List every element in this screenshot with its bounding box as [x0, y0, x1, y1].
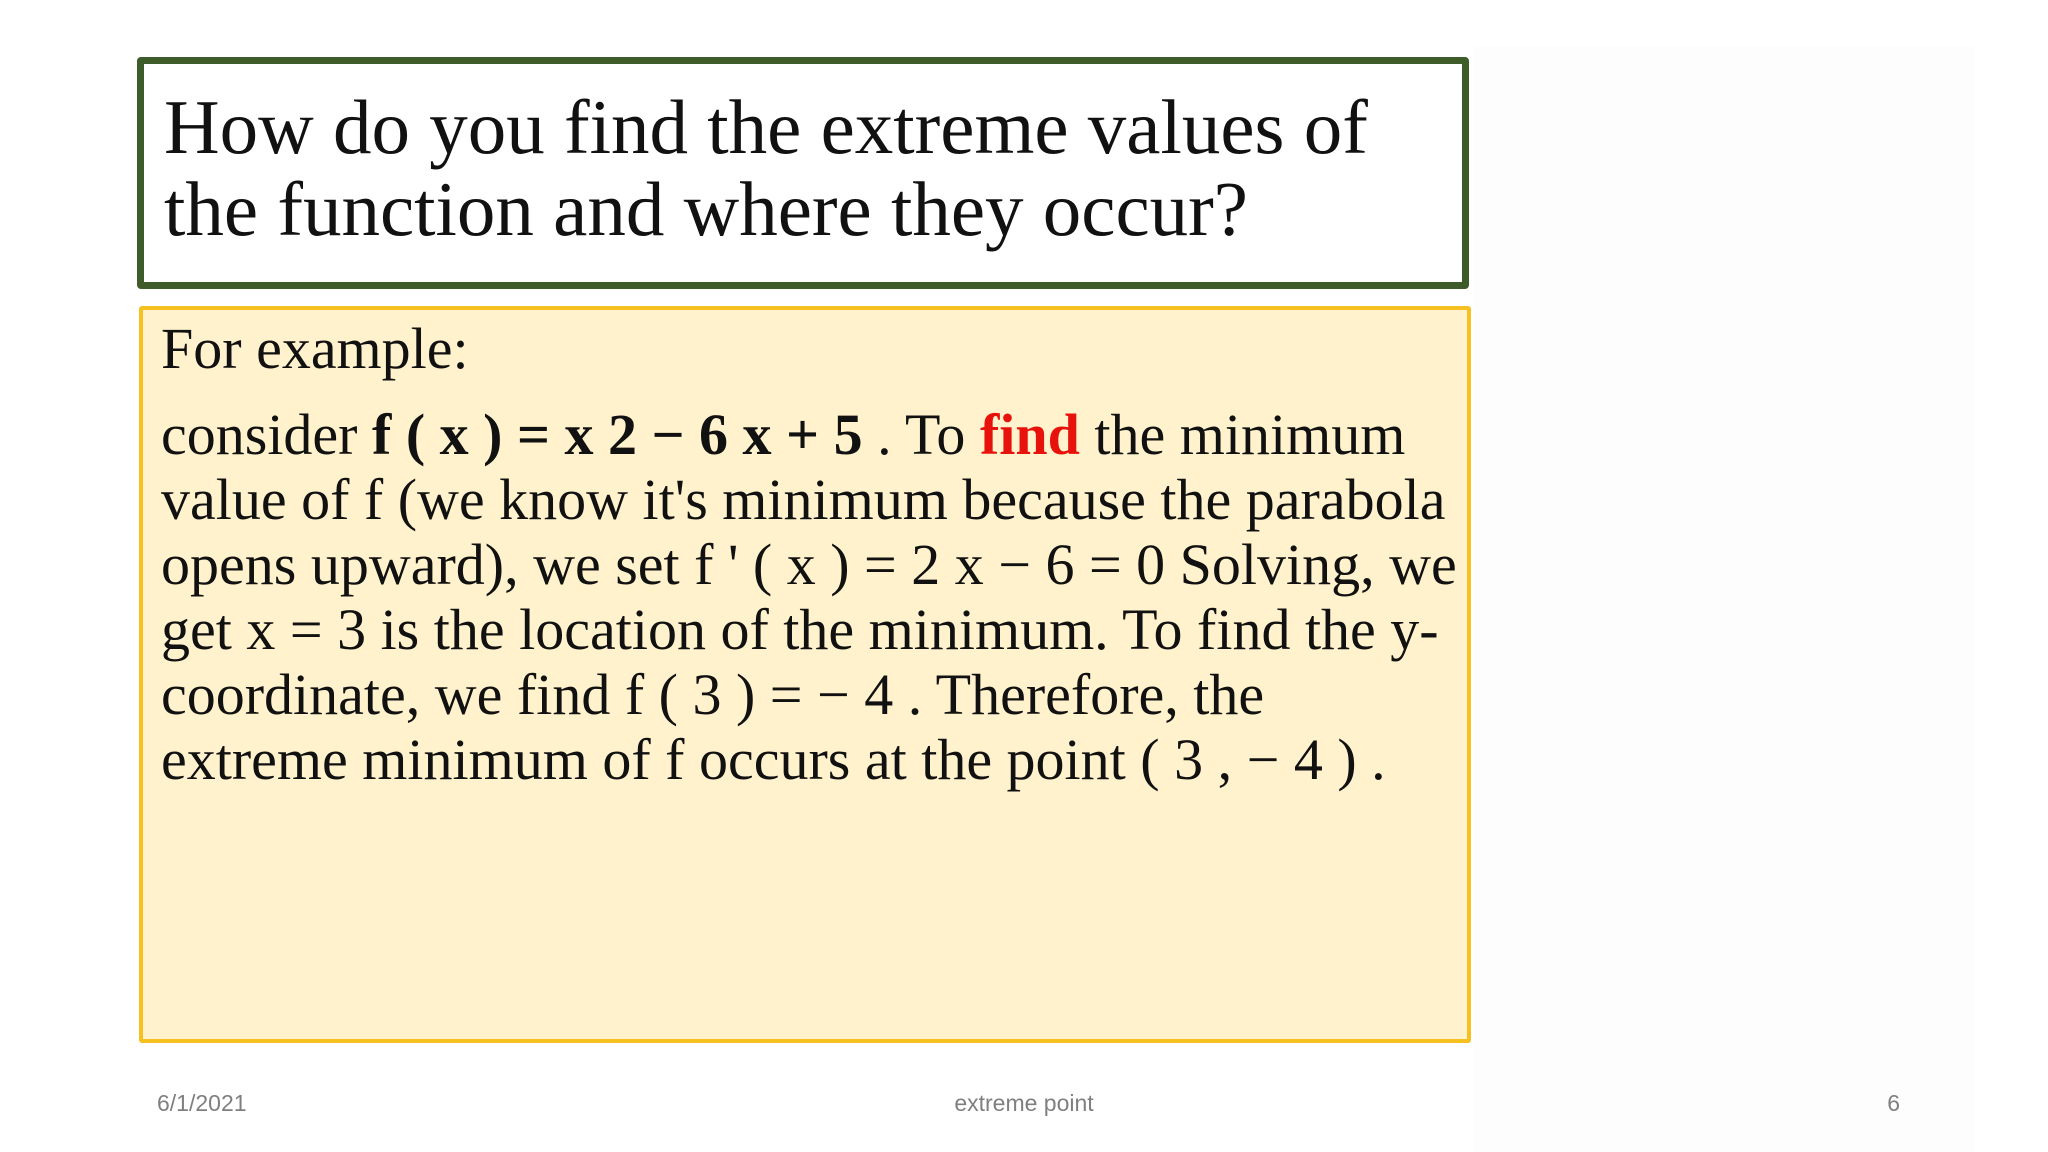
function-definition: f ( x ) = x 2 − 6 x + 5	[372, 402, 863, 467]
content-box	[139, 306, 1471, 1043]
find-highlight: find	[979, 402, 1080, 467]
slide-title: How do you find the extreme values of the function and where they occur?	[164, 84, 1368, 252]
slide-number: 6	[1887, 1090, 1900, 1116]
example-paragraph	[161, 402, 1461, 792]
footer-date: 6/1/2021	[157, 1090, 247, 1116]
footer-title: extreme point	[954, 1090, 1094, 1116]
title-box	[137, 57, 1469, 289]
content-text	[161, 316, 1461, 792]
example-intro: For example:	[161, 316, 469, 381]
paragraph-part-1: consider	[161, 402, 372, 467]
slide-background-panel	[1474, 46, 1974, 1152]
paragraph-part-3: the minimum value of f (we know it's minimum because the parabola opens upward), we set f ' ( x ) = 2 x − 6 = 0 Solving, we get x = 3 is the location of the minimum. To find the y-coordinate, we find f ( 3 ) = − 4 . Therefore, the extreme minimum of f occurs at the point ( 3 , − 4 ) .	[161, 402, 1457, 792]
paragraph-part-2: . To	[862, 402, 980, 467]
